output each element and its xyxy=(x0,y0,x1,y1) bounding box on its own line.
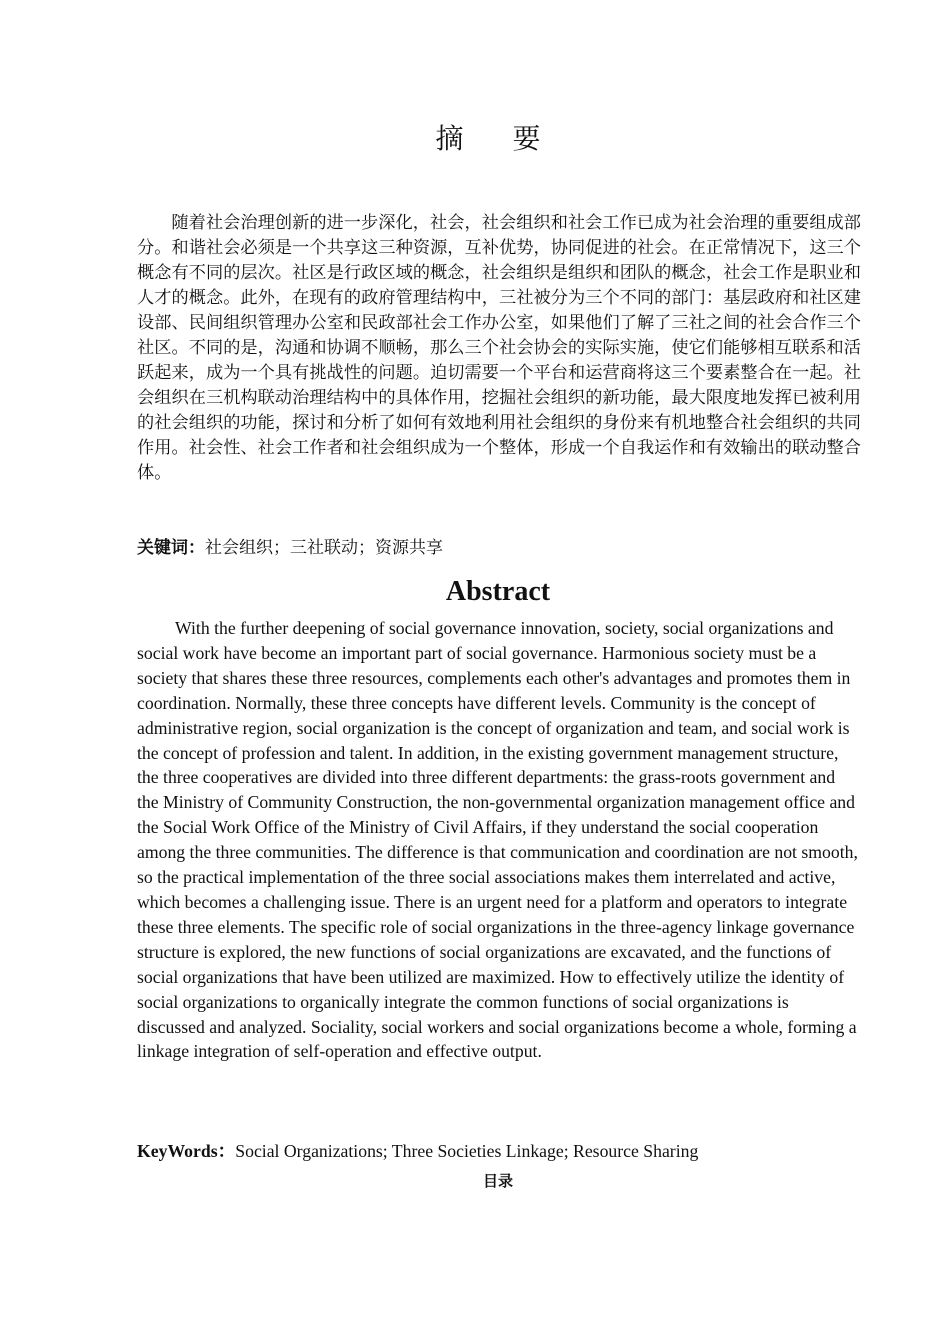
english-abstract-title: Abstract xyxy=(445,576,551,607)
table-of-contents-title: 目录 xyxy=(482,1172,513,1190)
english-abstract-body: With the further deepening of social governance innovation, society, social organizations and social work have become an important part of social governance. Harmonious society must be a society that shares these three resources, complements each other's advantages and promotes them in coordination. Normally, these three concepts have different levels. Community is the concept of administrative region, social organization is the concept of organization and team, and social work is the concept of profession and talent. In addition, in the existing government management structure, the three cooperatives are divided into three different departments: the grass-roots government and the Ministry of Community Construction, the non-governmental organization management office and the Social Work Office of the Ministry of Civil Affairs, if they understand the social cooperation among the three communities. The difference is that communication and coordination are not smooth, so the practical implementation of the three social associations makes them interrelated and active, which becomes a challenging issue. There is an urgent need for a platform and operators to integrate these three elements. The specific role of social organizations in the three-agency linkage governance structure is explored, the new functions of social organizations are excavated, and the functions of social organizations that have been utilized are maximized. How to effectively utilize the identity of social organizations to organically integrate the common functions of social organizations is discussed and analyzed. Sociality, social workers and social organizations become a whole, forming a linkage integration of self-operation and effective output. xyxy=(137,618,858,1062)
chinese-keywords xyxy=(137,536,861,561)
chinese-keywords-label: 关键词： xyxy=(137,538,205,558)
chinese-keywords-text: 社会组织；三社联动；资源共享 xyxy=(205,538,443,558)
english-keywords xyxy=(137,1139,861,1164)
english-keywords-label: KeyWords： xyxy=(137,1141,236,1161)
english-keywords-text: Social Organizations; Three Societies Linkage; Resource Sharing xyxy=(235,1141,699,1161)
chinese-abstract-title: 摘 要 xyxy=(435,122,561,155)
chinese-abstract-body: 随着社会治理创新的进一步深化，社会，社会组织和社会工作已成为社会治理的重要组成部分。和谐社会必须是一个共享这三种资源，互补优势，协同促进的社会。在正常情况下，这三个概念有不同的层次。社区是行政区域的概念，社会组织是组织和团队的概念，社会工作是职业和人才的概念。此外，在现有的政府管理结构中，三社被分为三个不同的部门：基层政府和社区建设部、民间组织管理办公室和民政部社会工作办公室，如果他们了解了三社之间的社会合作三个社区。不同的是，沟通和协调不顺畅，那么三个社会协会的实际实施，使它们能够相互联系和活跃起来，成为一个具有挑战性的问题。迫切需要一个平台和运营商将这三个要素整合在一起。社会组织在三机构联动治理结构中的具体作用，挖掘社会组织的新功能，最大限度地发挥已被利用的社会组织的功能，探讨和分析了如何有效地利用社会组织的身份来有机地整合社会组织的共同作用。社会性、社会工作者和社会组织成为一个整体，形成一个自我运作和有效输出的联动整合体。 xyxy=(137,213,861,483)
